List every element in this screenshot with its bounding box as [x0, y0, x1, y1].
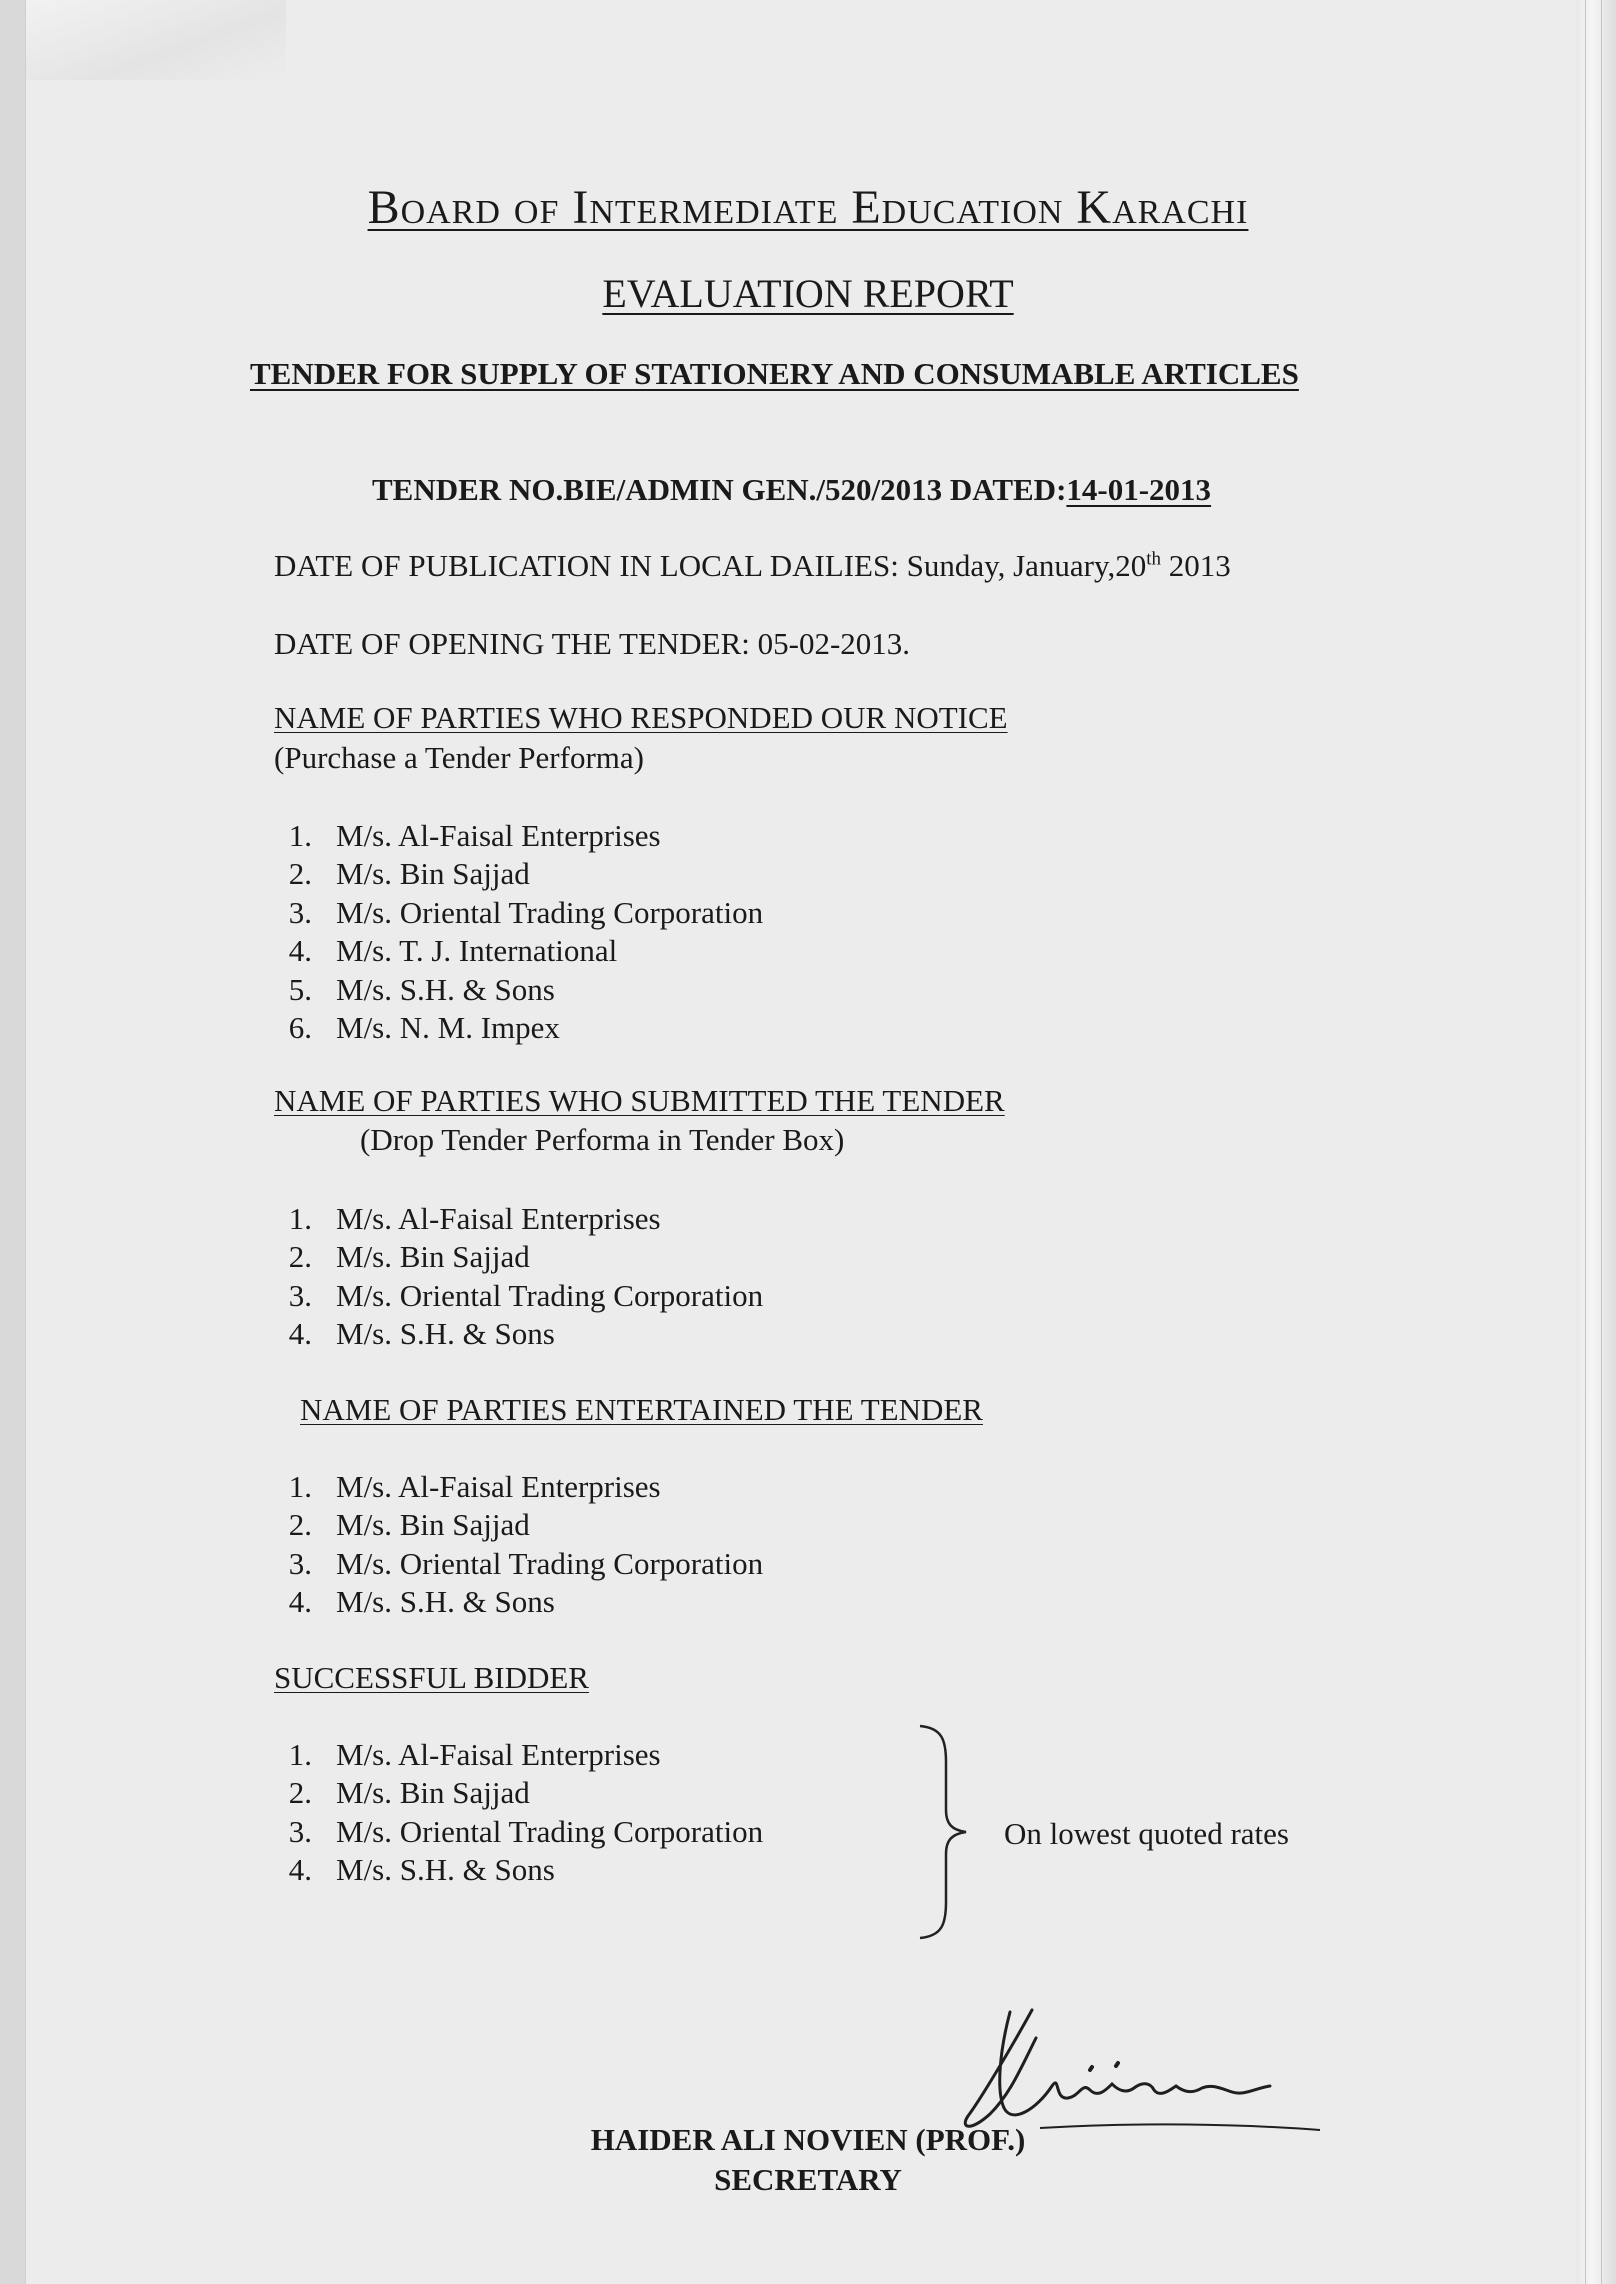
list-item: [274, 855, 763, 893]
entertained-list: [274, 1468, 763, 1622]
list-item: [274, 971, 763, 1009]
list-item: [274, 1506, 763, 1544]
tender-number-label: TENDER NO.BIE/ADMIN GEN./520/2013 DATED:: [372, 472, 1067, 507]
list-item-name: M/s. Oriental Trading Corporation: [336, 1813, 764, 1849]
tender-date: 14-01-2013: [1066, 472, 1212, 507]
handwritten-signature-icon: [940, 1990, 1360, 2140]
list-item: [274, 1851, 763, 1889]
list-item: [274, 817, 763, 855]
list-item-number: 4.: [288, 1852, 312, 1888]
list-item-number: 5.: [288, 971, 312, 1007]
list-item-name: M/s. N. M. Impex: [336, 1009, 560, 1045]
list-item-name: M/s. Oriental Trading Corporation: [336, 1545, 764, 1581]
responded-list: [274, 817, 763, 1047]
list-item-number: 4.: [288, 933, 312, 969]
list-item: [274, 1009, 763, 1047]
list-item: [274, 1277, 763, 1315]
list-item: [274, 1468, 763, 1506]
list-item: [274, 894, 763, 932]
submitted-list: [274, 1200, 763, 1354]
responded-note: (Purchase a Tender Performa): [274, 740, 644, 775]
list-item-number: 3.: [288, 1277, 312, 1313]
list-item: [274, 1238, 763, 1276]
page-stack-edge: [1576, 0, 1616, 2284]
report-title: EVALUATION REPORT: [602, 271, 1014, 316]
list-item: [274, 1736, 763, 1774]
list-item-number: 1.: [288, 818, 312, 853]
opening-date: DATE OF OPENING THE TENDER: 05-02-2013.: [274, 626, 911, 661]
list-item-name: M/s. Al-Faisal Enterprises: [336, 1201, 661, 1236]
list-item-name: M/s. S.H. & Sons: [336, 971, 555, 1007]
list-item-name: M/s. Oriental Trading Corporation: [336, 1277, 764, 1313]
list-item: [274, 1813, 763, 1851]
list-item-name: M/s. Al-Faisal Enterprises: [336, 1469, 661, 1504]
list-item-number: 6.: [288, 1009, 312, 1045]
list-item-number: 2.: [288, 1775, 312, 1811]
publication-date-label: DATE OF PUBLICATION IN LOCAL DAILIES: Sunday, January,20: [274, 548, 1147, 583]
list-item: [274, 1315, 763, 1353]
submitted-heading: NAME OF PARTIES WHO SUBMITTED THE TENDER: [274, 1083, 1005, 1118]
list-item-number: 1.: [288, 1201, 312, 1236]
signatory-name: HAIDER ALI NOVIEN (PROF.): [590, 2122, 1026, 2157]
list-item-number: 4.: [288, 1584, 312, 1620]
submitted-note: (Drop Tender Performa in Tender Box): [360, 1122, 845, 1157]
successful-list: [274, 1736, 763, 1890]
list-item: [274, 1774, 763, 1812]
entertained-heading: NAME OF PARTIES ENTERTAINED THE TENDER: [300, 1392, 983, 1427]
list-item-number: 2.: [288, 856, 312, 892]
list-item-name: M/s. Bin Sajjad: [336, 1507, 530, 1543]
list-item-number: 3.: [288, 1813, 312, 1849]
list-item-name: M/s. Oriental Trading Corporation: [336, 894, 764, 930]
page-fold-corner: [26, 0, 286, 80]
tender-number: [372, 472, 1211, 508]
list-item-name: M/s. Al-Faisal Enterprises: [336, 818, 661, 853]
list-item-number: 1.: [288, 1469, 312, 1504]
curly-brace-icon: [912, 1722, 972, 1942]
list-item-name: M/s. Bin Sajjad: [336, 856, 530, 892]
list-item-name: M/s. Al-Faisal Enterprises: [336, 1737, 661, 1772]
list-item: [274, 932, 763, 970]
list-item-name: M/s. Bin Sajjad: [336, 1239, 530, 1275]
successful-heading: SUCCESSFUL BIDDER: [274, 1660, 589, 1695]
publication-date-year: 2013: [1161, 548, 1231, 583]
tender-subject: TENDER FOR SUPPLY OF STATIONERY AND CONSUMABLE ARTICLES: [250, 356, 1299, 391]
list-item-name: M/s. S.H. & Sons: [336, 1316, 555, 1352]
list-item-number: 4.: [288, 1316, 312, 1352]
list-item: [274, 1200, 763, 1238]
list-item-number: 1.: [288, 1737, 312, 1772]
list-item-name: M/s. S.H. & Sons: [336, 1584, 555, 1620]
organization-title: Board of Intermediate Education Karachi: [367, 181, 1249, 234]
list-item: [274, 1545, 763, 1583]
list-item: [274, 1583, 763, 1621]
list-item-number: 2.: [288, 1239, 312, 1275]
responded-heading: NAME OF PARTIES WHO RESPONDED OUR NOTICE: [274, 700, 1008, 735]
list-item-number: 2.: [288, 1507, 312, 1543]
list-item-number: 3.: [288, 894, 312, 930]
selection-criteria-note: On lowest quoted rates: [1004, 1816, 1289, 1851]
signatory-title: SECRETARY: [714, 2162, 902, 2197]
list-item-name: M/s. T. J. International: [336, 933, 618, 969]
list-item-name: M/s. S.H. & Sons: [336, 1852, 555, 1888]
list-item-name: M/s. Bin Sajjad: [336, 1775, 530, 1811]
publication-date-suffix: th: [1146, 548, 1162, 570]
list-item-number: 3.: [288, 1545, 312, 1581]
page-edge-line: [1585, 0, 1586, 2284]
publication-date: [274, 548, 1231, 584]
page-edge-line: [1601, 0, 1602, 2284]
